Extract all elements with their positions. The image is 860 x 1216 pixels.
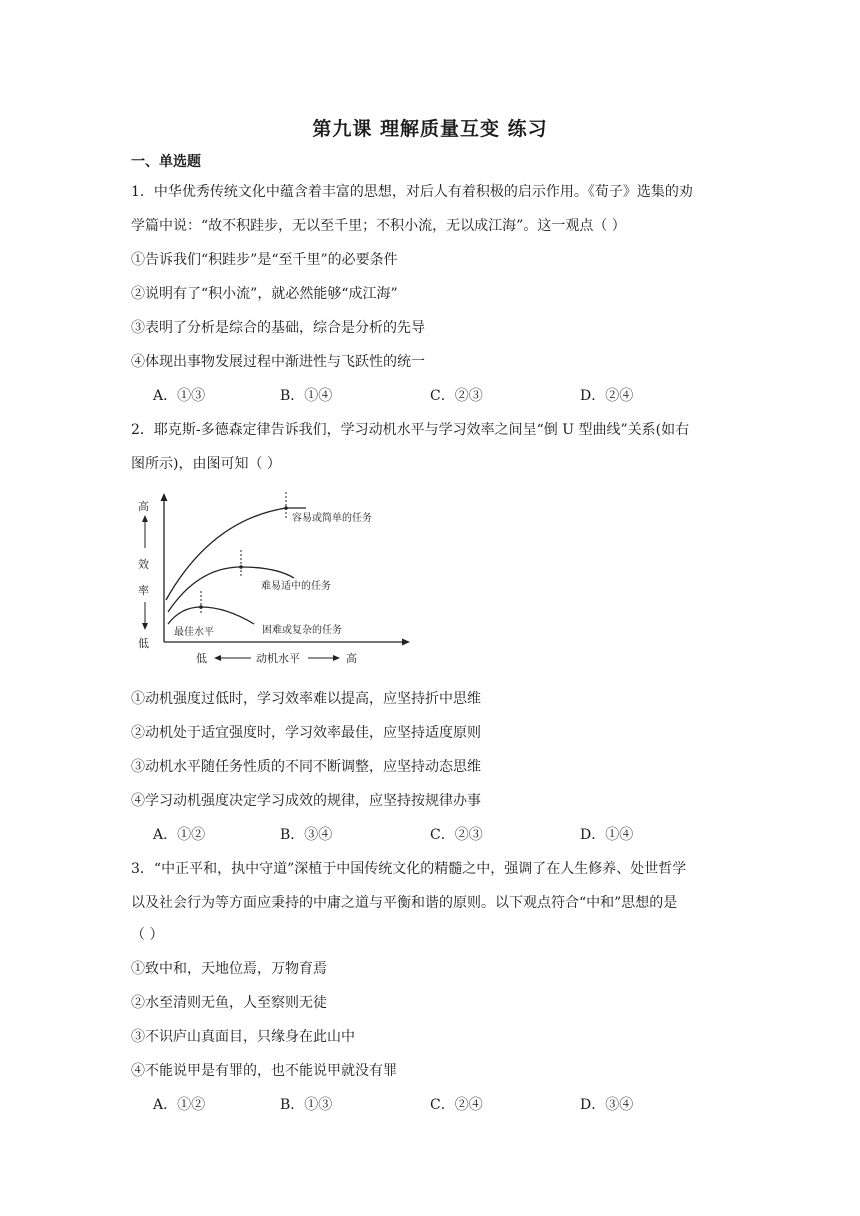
q2-stem-line1: 2．耶克斯-多德森定律告诉我们，学习动机水平与学习效率之间呈“倒 U 型曲线”关系(如右 bbox=[131, 422, 690, 438]
q1-statement-2: ②说明有了“积小流”，就必然能够“成江海” bbox=[131, 286, 398, 302]
q2-statement-2: ②动机处于适宜强度时，学习效率最佳，应坚持适度原则 bbox=[131, 725, 481, 741]
q1-stem-line1: 1．中华优秀传统文化中蕴含着丰富的思想，对后人有着积极的启示作用。《荀子》选集的劝 bbox=[131, 184, 693, 200]
x-axis-low-label: 低 bbox=[196, 652, 207, 665]
curve-medium-label: 难易适中的任务 bbox=[261, 581, 331, 592]
q2-option-b[interactable]: B．③④ bbox=[280, 827, 333, 843]
x-axis-label: 动机水平 bbox=[256, 652, 300, 665]
q1-option-c[interactable]: C．②③ bbox=[430, 388, 483, 404]
optimum-point-hard bbox=[199, 605, 203, 609]
y-axis-arrow bbox=[161, 493, 168, 501]
q2-statement-3: ③动机水平随任务性质的不同不断调整，应坚持动态思维 bbox=[131, 759, 481, 775]
y-up-arrow-head bbox=[142, 515, 148, 522]
q2-statement-1: ①动机强度过低时，学习效率难以提高，应坚持折中思维 bbox=[131, 691, 481, 707]
x-right-arrow-head bbox=[333, 655, 340, 661]
x-left-arrow-head bbox=[214, 655, 221, 661]
q3-statement-3: ③不识庐山真面目，只缘身在此山中 bbox=[131, 1029, 355, 1045]
q1-stem-line2: 学篇中说：“故不积跬步，无以至千里；不积小流，无以成江海”。这一观点（ ） bbox=[131, 218, 626, 234]
q2-option-a[interactable]: A．①② bbox=[153, 827, 206, 843]
yerkes-dodson-figure bbox=[126, 490, 416, 670]
section-heading: 一、单选题 bbox=[131, 154, 201, 170]
optimum-point-medium bbox=[239, 565, 243, 569]
q1-option-b[interactable]: B．①④ bbox=[280, 388, 333, 404]
q3-stem-line3: （ ） bbox=[131, 927, 164, 943]
q1-statement-1: ①告诉我们“积跬步”是“至千里”的必要条件 bbox=[131, 252, 398, 268]
q3-option-a[interactable]: A．①② bbox=[153, 1097, 206, 1113]
q3-statement-4: ④不能说甲是有罪的，也不能说甲就没有罪 bbox=[131, 1063, 397, 1079]
y-down-arrow-head bbox=[142, 623, 148, 630]
y-axis-high-label: 高 bbox=[138, 500, 149, 513]
q3-option-c[interactable]: C．②④ bbox=[430, 1097, 483, 1113]
q2-option-d[interactable]: D．①④ bbox=[580, 827, 634, 843]
q1-statement-3: ③表明了分析是综合的基础，综合是分析的先导 bbox=[131, 320, 425, 336]
q3-statement-1: ①致中和，天地位焉，万物育焉 bbox=[131, 961, 327, 977]
q3-option-b[interactable]: B．①③ bbox=[280, 1097, 333, 1113]
y-axis-low-label: 低 bbox=[138, 637, 149, 650]
optimum-point-easy bbox=[284, 506, 288, 510]
q3-stem-line2: 以及社会行为等方面应秉持的中庸之道与平衡和谐的原则。以下观点符合“中和”思想的是 bbox=[131, 895, 678, 911]
optimal-level-label: 最佳水平 bbox=[174, 627, 214, 638]
q3-option-d[interactable]: D．③④ bbox=[580, 1097, 634, 1113]
y-axis-label-2: 率 bbox=[138, 584, 149, 597]
page-title: 第九课 理解质量互变 练习 bbox=[312, 118, 548, 140]
q3-statement-2: ②水至清则无鱼，人至察则无徒 bbox=[131, 995, 327, 1011]
q2-option-c[interactable]: C．②③ bbox=[430, 827, 483, 843]
curve-easy-label: 容易或简单的任务 bbox=[292, 513, 372, 524]
q1-option-a[interactable]: A．①③ bbox=[153, 388, 206, 404]
curve-hard-label: 困难或复杂的任务 bbox=[262, 625, 342, 636]
q3-stem-line1: 3．“中正平和，执中守道”深植于中国传统文化的精髓之中，强调了在人生修养、处世哲学 bbox=[131, 861, 687, 877]
q2-stem-line2: 图所示)，由图可知（ ） bbox=[131, 456, 281, 472]
x-axis-high-label: 高 bbox=[346, 652, 357, 665]
y-axis-label-1: 效 bbox=[138, 558, 149, 571]
q2-statement-4: ④学习动机强度决定学习成效的规律，应坚持按规律办事 bbox=[131, 793, 481, 809]
curve-hard-task bbox=[168, 607, 254, 624]
x-axis-arrow bbox=[402, 639, 410, 646]
q1-statement-4: ④体现出事物发展过程中渐进性与飞跃性的统一 bbox=[131, 354, 425, 370]
q1-option-d[interactable]: D．②④ bbox=[580, 388, 634, 404]
